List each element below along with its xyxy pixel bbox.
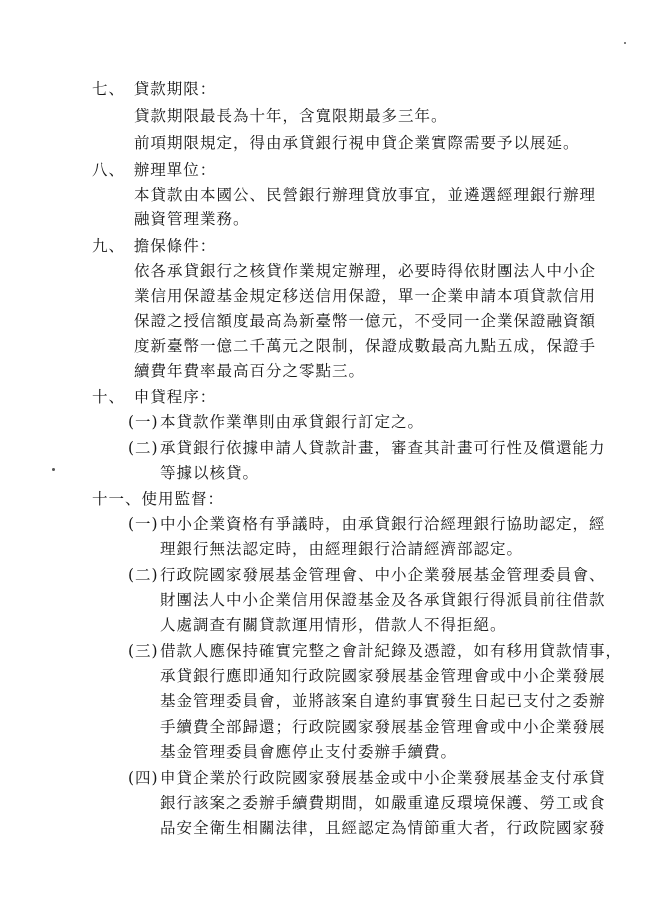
section-9-line: 度新臺幣一億二千萬元之限制，保證成數最高九點五成，保證手	[134, 337, 597, 355]
item-line: 基金管理委員會，並將該案自違約事實發生日起已支付之委辦	[160, 692, 606, 710]
item-line: 理銀行無法認定時，由經理銀行洽請經濟部認定。	[160, 540, 524, 558]
item-line: 行政院國家發展基金管理會、中小企業發展基金管理委員會、	[160, 566, 606, 584]
item-line: 人處調查有關貸款運用情形，借款人不得拒絕。	[160, 616, 507, 634]
item-line: 承貸銀行應即通知行政院國家發展基金管理會或中小企業發展	[160, 667, 606, 685]
section-11-heading: 十一、使用監督：	[92, 490, 225, 508]
section-7-line: 前項期限規定，得由承貸銀行視申貸企業實際需要予以展延。	[134, 134, 580, 152]
item-label: (二)	[128, 566, 159, 584]
item-label: (四)	[128, 769, 159, 787]
section-8-line: 融資管理業務。	[134, 210, 250, 228]
item-label: (一)	[128, 413, 159, 431]
section-8-line: 本貸款由本國公、民營銀行辦理貸放事宜，並遴選經理銀行辦理	[134, 186, 597, 204]
item-label: (二)	[128, 439, 159, 457]
section-9-line: 業信用保證基金規定移送信用保證，單一企業申請本項貸款信用	[134, 287, 597, 305]
section-7-line: 貸款期限最長為十年，含寬限期最多三年。	[134, 107, 448, 125]
item-line: 承貸銀行依據申請人貸款計畫，審查其計畫可行性及償還能力	[160, 439, 606, 457]
item-line: 銀行該案之委辦手續費期間，如嚴重違反環境保護、勞工或食	[160, 794, 606, 812]
section-10-heading: 十、 申貸程序：	[92, 388, 217, 406]
item-label: (三)	[128, 642, 159, 660]
section-9-line: 保證之授信額度最高為新臺幣一億元，不受同一企業保證融資額	[134, 312, 597, 330]
item-line: 本貸款作業準則由承貸銀行訂定之。	[160, 413, 425, 431]
item-label: (一)	[128, 515, 159, 533]
scan-speck-left	[52, 468, 55, 471]
item-line: 基金管理委員會應停止支付委辦手續費。	[160, 743, 458, 761]
section-8-heading: 八、 辦理單位：	[92, 161, 217, 179]
item-line: 中小企業資格有爭議時，由承貸銀行洽經理銀行協助認定，經	[160, 515, 606, 533]
item-line: 申貸企業於行政院國家發展基金或中小企業發展基金支付承貸	[160, 769, 606, 787]
item-line: 等據以核貸。	[160, 464, 260, 482]
item-line: 財團法人中小企業信用保證基金及各承貸銀行得派員前往借款	[160, 591, 606, 609]
scan-speck-top-right	[624, 42, 626, 44]
item-line: 借款人應保持確實完整之會計紀錄及憑證，如有移用貸款情事，	[160, 642, 623, 660]
section-9-line: 續費年費率最高百分之零點三。	[134, 362, 366, 380]
section-7-heading: 七、 貸款期限：	[92, 80, 217, 98]
section-9-heading: 九、 擔保條件：	[92, 237, 217, 255]
item-line: 品安全衛生相關法律，且經認定為情節重大者，行政院國家發	[160, 819, 606, 837]
section-9-line: 依各承貸銀行之核貸作業規定辦理，必要時得依財團法人中小企	[134, 262, 597, 280]
item-line: 手續費全部歸還；行政院國家發展基金管理會或中小企業發展	[160, 718, 606, 736]
